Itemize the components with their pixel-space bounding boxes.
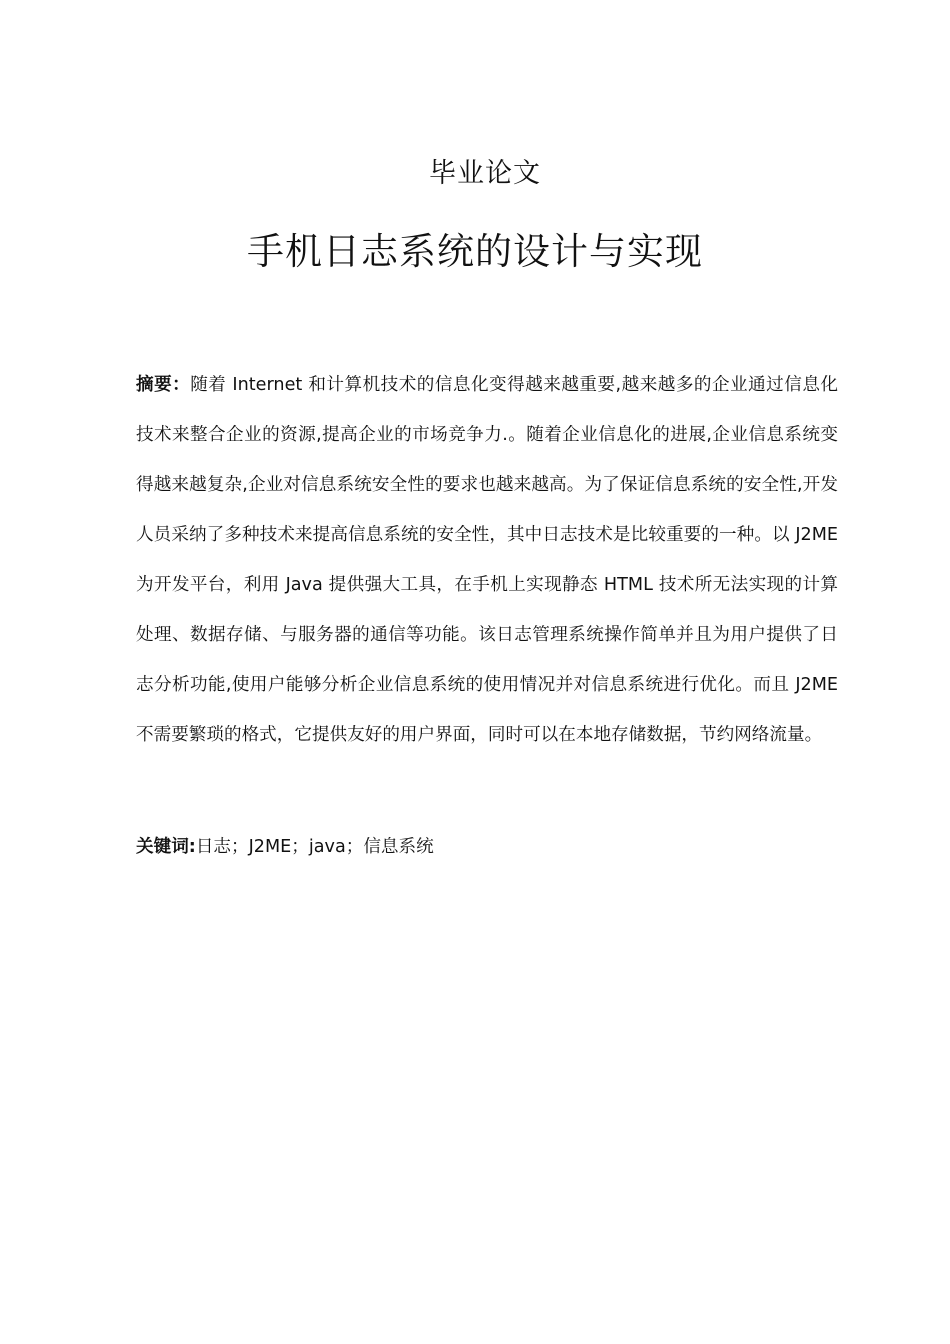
keywords-text: 日志；J2ME；java；信息系统 (195, 837, 434, 857)
abstract-text: 随着 Internet 和计算机技术的信息化变得越来越重要,越来越多的企业通过信息化技术来整合企业的资源,提高企业的市场竞争力.。随着企业信息化的进展,企业信息系统变得越来越复杂,企业对信息系统安全性的要求也越来越高。为了保证信息系统的安全性,开发人员采纳了多种技术来提高信息系统的安全性，其中日志技术是比较重要的一种。以 J2ME 为开发平台，利用 Java 提供强大工具，在手机上实现静态 HTML 技术所无法实现的计算处理、数据存储、与服务器的通信等功能。该日志管理系统操作简单并且为用户提供了日志分析功能,使用户能够分析企业信息系统的使用情况并对信息系统进行优化。而且 J2ME 不需要繁琐的格式，它提供友好的用户界面，同时可以在本地存储数据，节约网络流量。 (136, 375, 838, 745)
abstract-paragraph (136, 360, 838, 760)
keywords-label: 关键词: (136, 837, 196, 857)
keywords-paragraph (136, 830, 838, 864)
abstract-label: 摘要： (136, 375, 191, 395)
document-type-label: 毕业论文 (429, 158, 541, 189)
thesis-title: 手机日志系统的设计与实现 (247, 230, 703, 273)
